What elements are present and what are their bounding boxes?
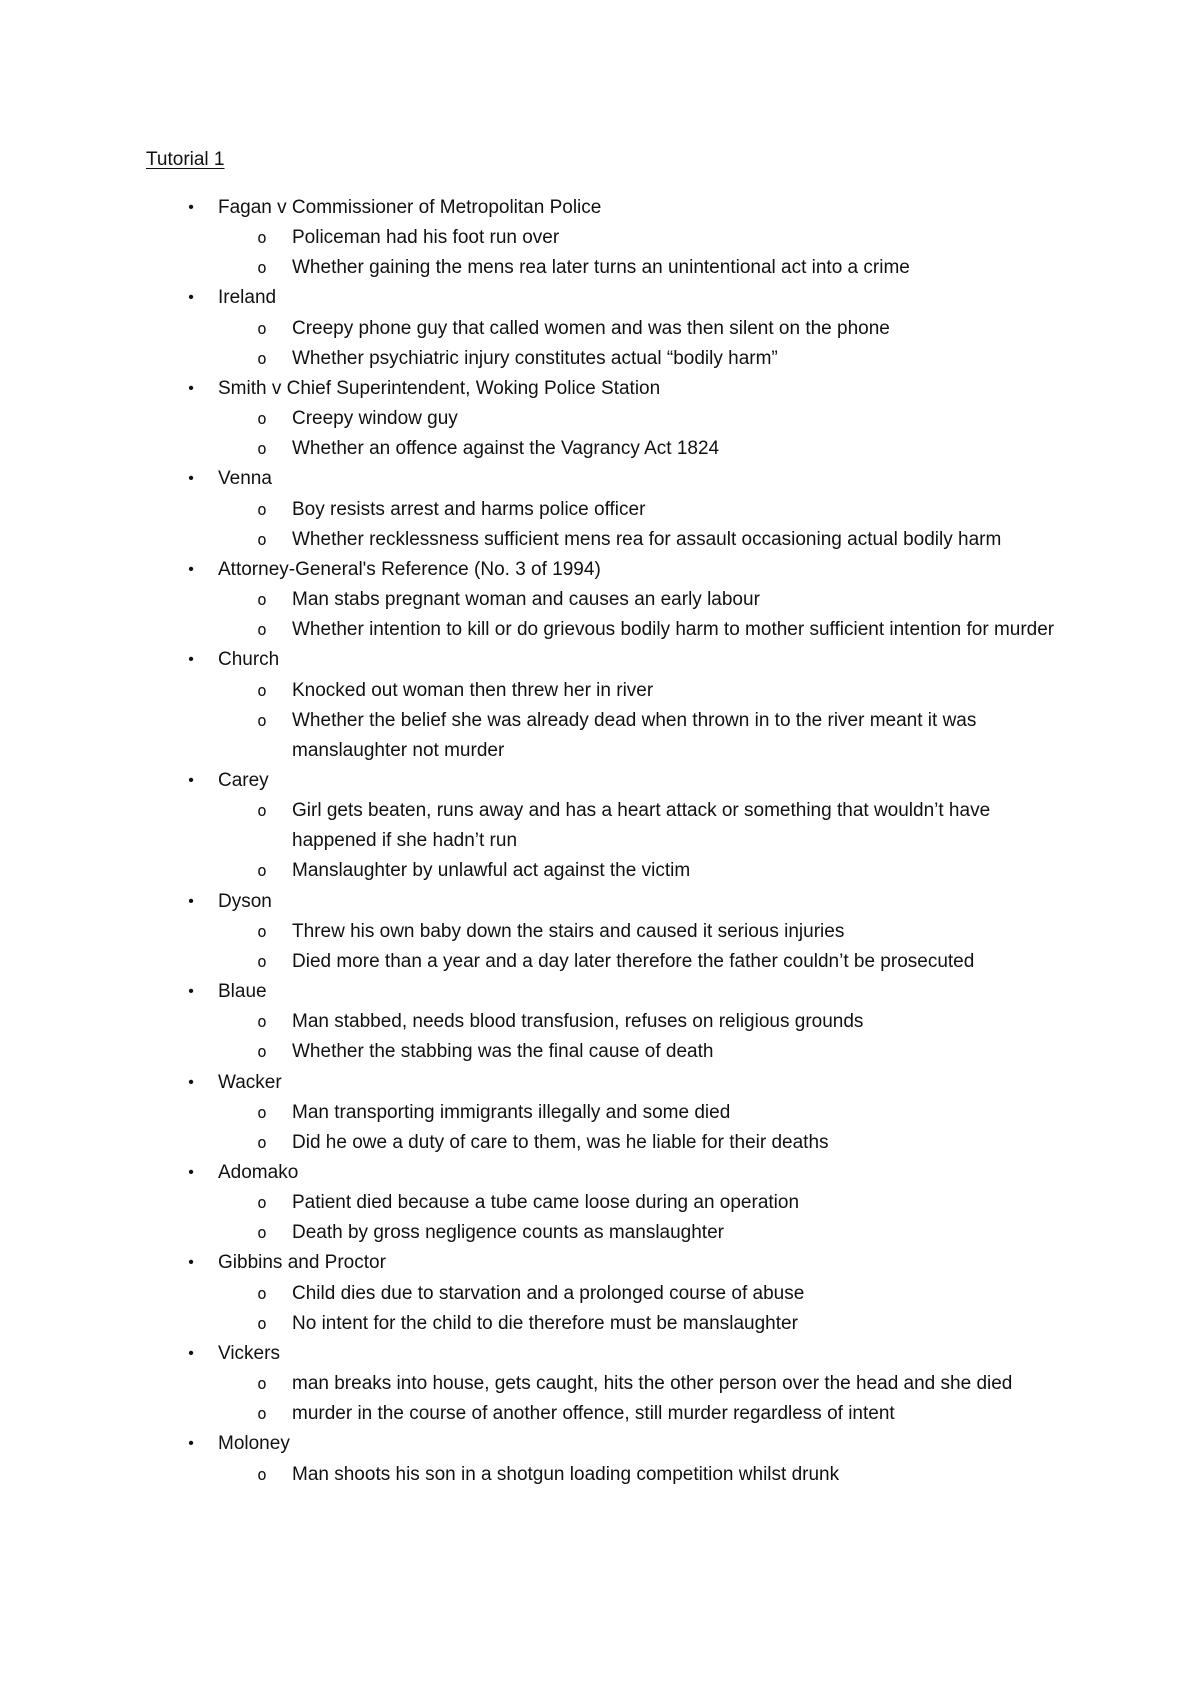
case-name: Gibbins and Proctor: [218, 1252, 386, 1274]
case-name: Blaue: [218, 981, 267, 1003]
bullet-icon: •: [188, 1254, 194, 1272]
sub-bullet-icon: o: [257, 439, 267, 459]
case-name: Ireland: [218, 287, 277, 309]
sub-bullet-icon: o: [257, 801, 267, 821]
case-name: Church: [218, 649, 280, 671]
case-point-text: Whether gaining the mens rea later turns an unintentional act into a crime: [292, 257, 910, 279]
case-point-text: Patient died because a tube came loose during an operation: [292, 1192, 800, 1214]
sub-bullet-icon: o: [257, 318, 267, 338]
bullet-icon: •: [188, 983, 194, 1001]
bullet-icon: •: [188, 892, 194, 910]
case-item: [0, 1158, 1200, 1248]
case-row: [0, 645, 1200, 675]
case-point-list: [0, 495, 1200, 555]
sub-bullet-icon: o: [257, 348, 267, 368]
case-point-text: Whether psychiatric injury constitutes actual “bodily harm”: [292, 347, 778, 369]
case-point: [0, 856, 1072, 886]
case-point-list: [0, 1369, 1200, 1429]
case-point-list: [0, 404, 1200, 464]
case-point-text: Whether the stabbing was the final cause of death: [292, 1041, 714, 1063]
bullet-icon: •: [188, 199, 194, 216]
case-point-text: man breaks into house, gets caught, hits the other person over the head and she died: [292, 1373, 1013, 1395]
case-point: [0, 706, 1072, 766]
case-point: [0, 1369, 1072, 1399]
case-point: [0, 585, 1072, 615]
case-item: [0, 1429, 1200, 1489]
case-row: [0, 464, 1200, 494]
case-point: [0, 1399, 1072, 1429]
case-item: [0, 887, 1200, 977]
case-name: Dyson: [218, 890, 272, 912]
sub-bullet-icon: o: [257, 228, 267, 248]
case-point-text: Child dies due to starvation and a prolonged course of abuse: [292, 1282, 805, 1304]
case-point-list: [0, 1098, 1200, 1158]
case-row: [0, 555, 1200, 585]
case-name: Fagan v Commissioner of Metropolitan Police: [218, 197, 602, 218]
case-row: [0, 766, 1200, 796]
case-row: [0, 1248, 1200, 1278]
case-point-text: Man stabs pregnant woman and causes an early labour: [292, 589, 760, 611]
case-name: Smith v Chief Superintendent, Woking Police Station: [218, 377, 661, 399]
case-item: [0, 1248, 1200, 1338]
sub-bullet-icon: o: [257, 1464, 267, 1484]
sub-bullet-icon: o: [257, 620, 267, 640]
bullet-icon: •: [188, 1344, 194, 1362]
case-list: [0, 193, 1200, 1490]
case-point-text: Man transporting immigrants illegally and some died: [292, 1101, 731, 1123]
sub-bullet-icon: o: [257, 1313, 267, 1333]
case-point: [0, 676, 1072, 706]
case-point-text: Threw his own baby down the stairs and caused it serious injuries: [292, 920, 845, 942]
sub-bullet-icon: o: [257, 1223, 267, 1243]
case-name: Venna: [218, 468, 272, 490]
case-name: Wacker: [218, 1071, 282, 1093]
case-point: [0, 947, 1072, 977]
sub-bullet-icon: o: [257, 1042, 267, 1062]
sub-bullet-icon: o: [257, 499, 267, 519]
case-row: [0, 1429, 1200, 1459]
case-point: [0, 495, 1072, 525]
case-item: [0, 464, 1200, 554]
case-point: [0, 1098, 1072, 1128]
case-name: Adomako: [218, 1162, 299, 1183]
case-point-list: [0, 223, 1200, 283]
case-point-text: Man shoots his son in a shotgun loading competition whilst drunk: [292, 1463, 840, 1485]
sub-bullet-icon: o: [257, 590, 267, 610]
case-item: [0, 555, 1200, 645]
case-point: [0, 1309, 1072, 1339]
sub-bullet-icon: o: [257, 1102, 267, 1122]
case-point: [0, 615, 1072, 645]
case-item: [0, 193, 1200, 283]
case-point-text: Did he owe a duty of care to them, was he liable for their deaths: [292, 1131, 829, 1153]
case-row: [0, 193, 1200, 223]
case-point-text: Died more than a year and a day later therefore the father couldn’t be prosecuted: [292, 950, 975, 972]
sub-bullet-icon: o: [257, 710, 267, 730]
case-point-text: Knocked out woman then threw her in river: [292, 679, 654, 701]
bullet-icon: •: [188, 1435, 194, 1453]
case-point: [0, 917, 1072, 947]
case-point: [0, 253, 1072, 283]
case-item: [0, 1339, 1200, 1429]
case-point-text: Creepy window guy: [292, 408, 458, 430]
case-point-text: Manslaughter by unlawful act against the victim: [292, 860, 691, 882]
case-item: [0, 1068, 1200, 1158]
case-point: [0, 1279, 1072, 1309]
sub-bullet-icon: o: [257, 1132, 267, 1152]
case-name: Moloney: [218, 1433, 290, 1455]
case-point-text: Whether the belief she was already dead when thrown in to the river meant it was manslaughter not murder: [292, 709, 977, 761]
case-point: [0, 344, 1072, 374]
case-point: [0, 1007, 1072, 1037]
sub-bullet-icon: o: [257, 1193, 267, 1213]
case-point: [0, 525, 1072, 555]
bullet-icon: •: [188, 289, 194, 307]
case-point-list: [0, 1279, 1200, 1339]
case-point-text: Man stabbed, needs blood transfusion, refuses on religious grounds: [292, 1011, 864, 1033]
case-point-text: Death by gross negligence counts as manslaughter: [292, 1222, 724, 1244]
case-point: [0, 1037, 1072, 1067]
sub-bullet-icon: o: [257, 1283, 267, 1303]
bullet-icon: •: [188, 1164, 194, 1181]
case-name: Carey: [218, 769, 269, 791]
sub-bullet-icon: o: [257, 409, 267, 429]
sub-bullet-icon: o: [257, 1374, 267, 1394]
bullet-icon: •: [188, 1073, 194, 1091]
case-point-list: [0, 1007, 1200, 1067]
case-point: [0, 434, 1072, 464]
case-point: [0, 404, 1072, 434]
case-point-list: [0, 1188, 1200, 1248]
case-point-list: [0, 917, 1200, 977]
bullet-icon: •: [188, 379, 194, 397]
sub-bullet-icon: o: [257, 529, 267, 549]
case-item: [0, 645, 1200, 766]
case-point: [0, 1218, 1072, 1248]
case-point-text: Policeman had his foot run over: [292, 227, 560, 249]
case-row: [0, 1068, 1200, 1098]
bullet-icon: •: [188, 470, 194, 488]
bullet-icon: •: [188, 651, 194, 669]
case-item: [0, 977, 1200, 1067]
case-point: [0, 1128, 1072, 1158]
sub-bullet-icon: o: [257, 921, 267, 941]
case-point: [0, 314, 1072, 344]
case-row: [0, 283, 1200, 313]
sub-bullet-icon: o: [257, 258, 267, 278]
case-row: [0, 1339, 1200, 1369]
case-point-text: murder in the course of another offence, still murder regardless of intent: [292, 1403, 895, 1425]
case-point-text: Whether an offence against the Vagrancy Act 1824: [292, 438, 720, 460]
case-point-list: [0, 1460, 1200, 1490]
case-row: [0, 977, 1200, 1007]
document-title: Tutorial 1: [146, 149, 225, 170]
case-point-text: Creepy phone guy that called women and was then silent on the phone: [292, 317, 890, 339]
case-point-text: Whether recklessness sufficient mens rea for assault occasioning actual bodily harm: [292, 528, 1002, 550]
case-point: [0, 796, 1072, 856]
case-row: [0, 374, 1200, 404]
bullet-icon: •: [188, 771, 194, 789]
case-point-list: [0, 314, 1200, 374]
case-point-text: Whether intention to kill or do grievous bodily harm to mother sufficient intention for murder: [292, 619, 1055, 641]
case-point-text: Boy resists arrest and harms police officer: [292, 498, 646, 520]
case-item: [0, 374, 1200, 464]
bullet-icon: •: [188, 560, 194, 578]
sub-bullet-icon: o: [257, 1404, 267, 1424]
case-row: [0, 887, 1200, 917]
case-point: [0, 1460, 1072, 1490]
case-point-list: [0, 676, 1200, 766]
case-name: Vickers: [218, 1342, 280, 1364]
case-point-text: No intent for the child to die therefore must be manslaughter: [292, 1312, 798, 1334]
case-item: [0, 283, 1200, 373]
case-name: Attorney-General's Reference (No. 3 of 1994): [218, 558, 601, 580]
case-point-text: Girl gets beaten, runs away and has a heart attack or something that wouldn’t have happened if she hadn’t run: [292, 800, 991, 852]
case-point-list: [0, 585, 1200, 645]
case-point: [0, 1188, 1072, 1218]
sub-bullet-icon: o: [257, 951, 267, 971]
case-item: [0, 766, 1200, 887]
sub-bullet-icon: o: [257, 680, 267, 700]
case-row: [0, 1158, 1200, 1188]
case-point: [0, 223, 1072, 253]
sub-bullet-icon: o: [257, 1012, 267, 1032]
case-point-list: [0, 796, 1200, 886]
sub-bullet-icon: o: [257, 861, 267, 881]
